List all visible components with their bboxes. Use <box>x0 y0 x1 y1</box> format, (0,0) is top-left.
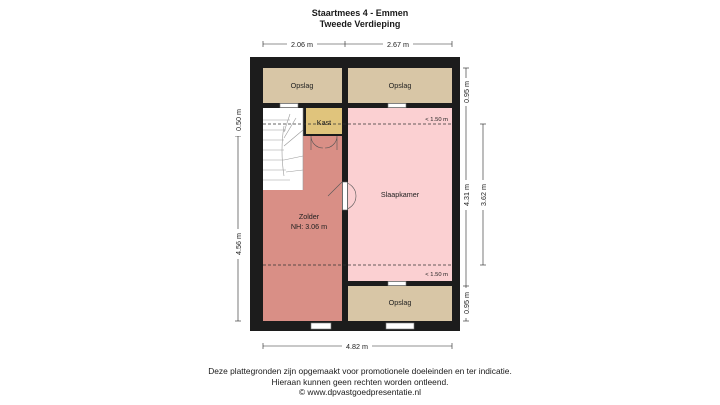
dim-right-bottom: 0.95 m <box>462 292 471 314</box>
floor-name: Tweede Verdieping <box>319 19 401 29</box>
dim-left-lower: 4.56 m <box>234 233 243 255</box>
headroom-note-bottom: < 1.50 m <box>425 272 448 278</box>
headroom-note-top: < 1.50 m <box>425 117 448 123</box>
label-zolder-height: NH: 3.06 m <box>290 222 328 231</box>
disclaimer-line-2: Hieraan kunnen geen rechten worden ontleend. <box>271 376 449 387</box>
dim-right-outer: 3.62 m <box>479 184 488 206</box>
label-slaapkamer: Slaapkamer <box>380 190 420 199</box>
stairwell <box>263 108 303 190</box>
label-opslag-bottom: Opslag <box>388 298 412 307</box>
disclaimer-line-1: Deze plattegronden zijn opgemaakt voor promotionele doeleinden en ter indicatie. <box>208 366 512 376</box>
label-kast: Kast <box>316 118 332 127</box>
copyright: © www.dpvastgoedpresentatie.nl <box>298 387 422 397</box>
label-opslag-top-right: Opslag <box>388 81 412 90</box>
plan-title: Staartmees 4 - Emmen <box>311 8 409 18</box>
dim-bottom: 4.82 m <box>346 342 368 351</box>
label-opslag-top-left: Opslag <box>290 81 314 90</box>
dim-left-upper: 0.50 m <box>234 109 243 131</box>
label-zolder: Zolder <box>298 212 320 221</box>
dim-right-middle: 4.31 m <box>462 184 471 206</box>
dim-top-right: 2.67 m <box>387 40 409 49</box>
dim-right-top: 0.95 m <box>462 81 471 103</box>
dim-top-left: 2.06 m <box>291 40 313 49</box>
